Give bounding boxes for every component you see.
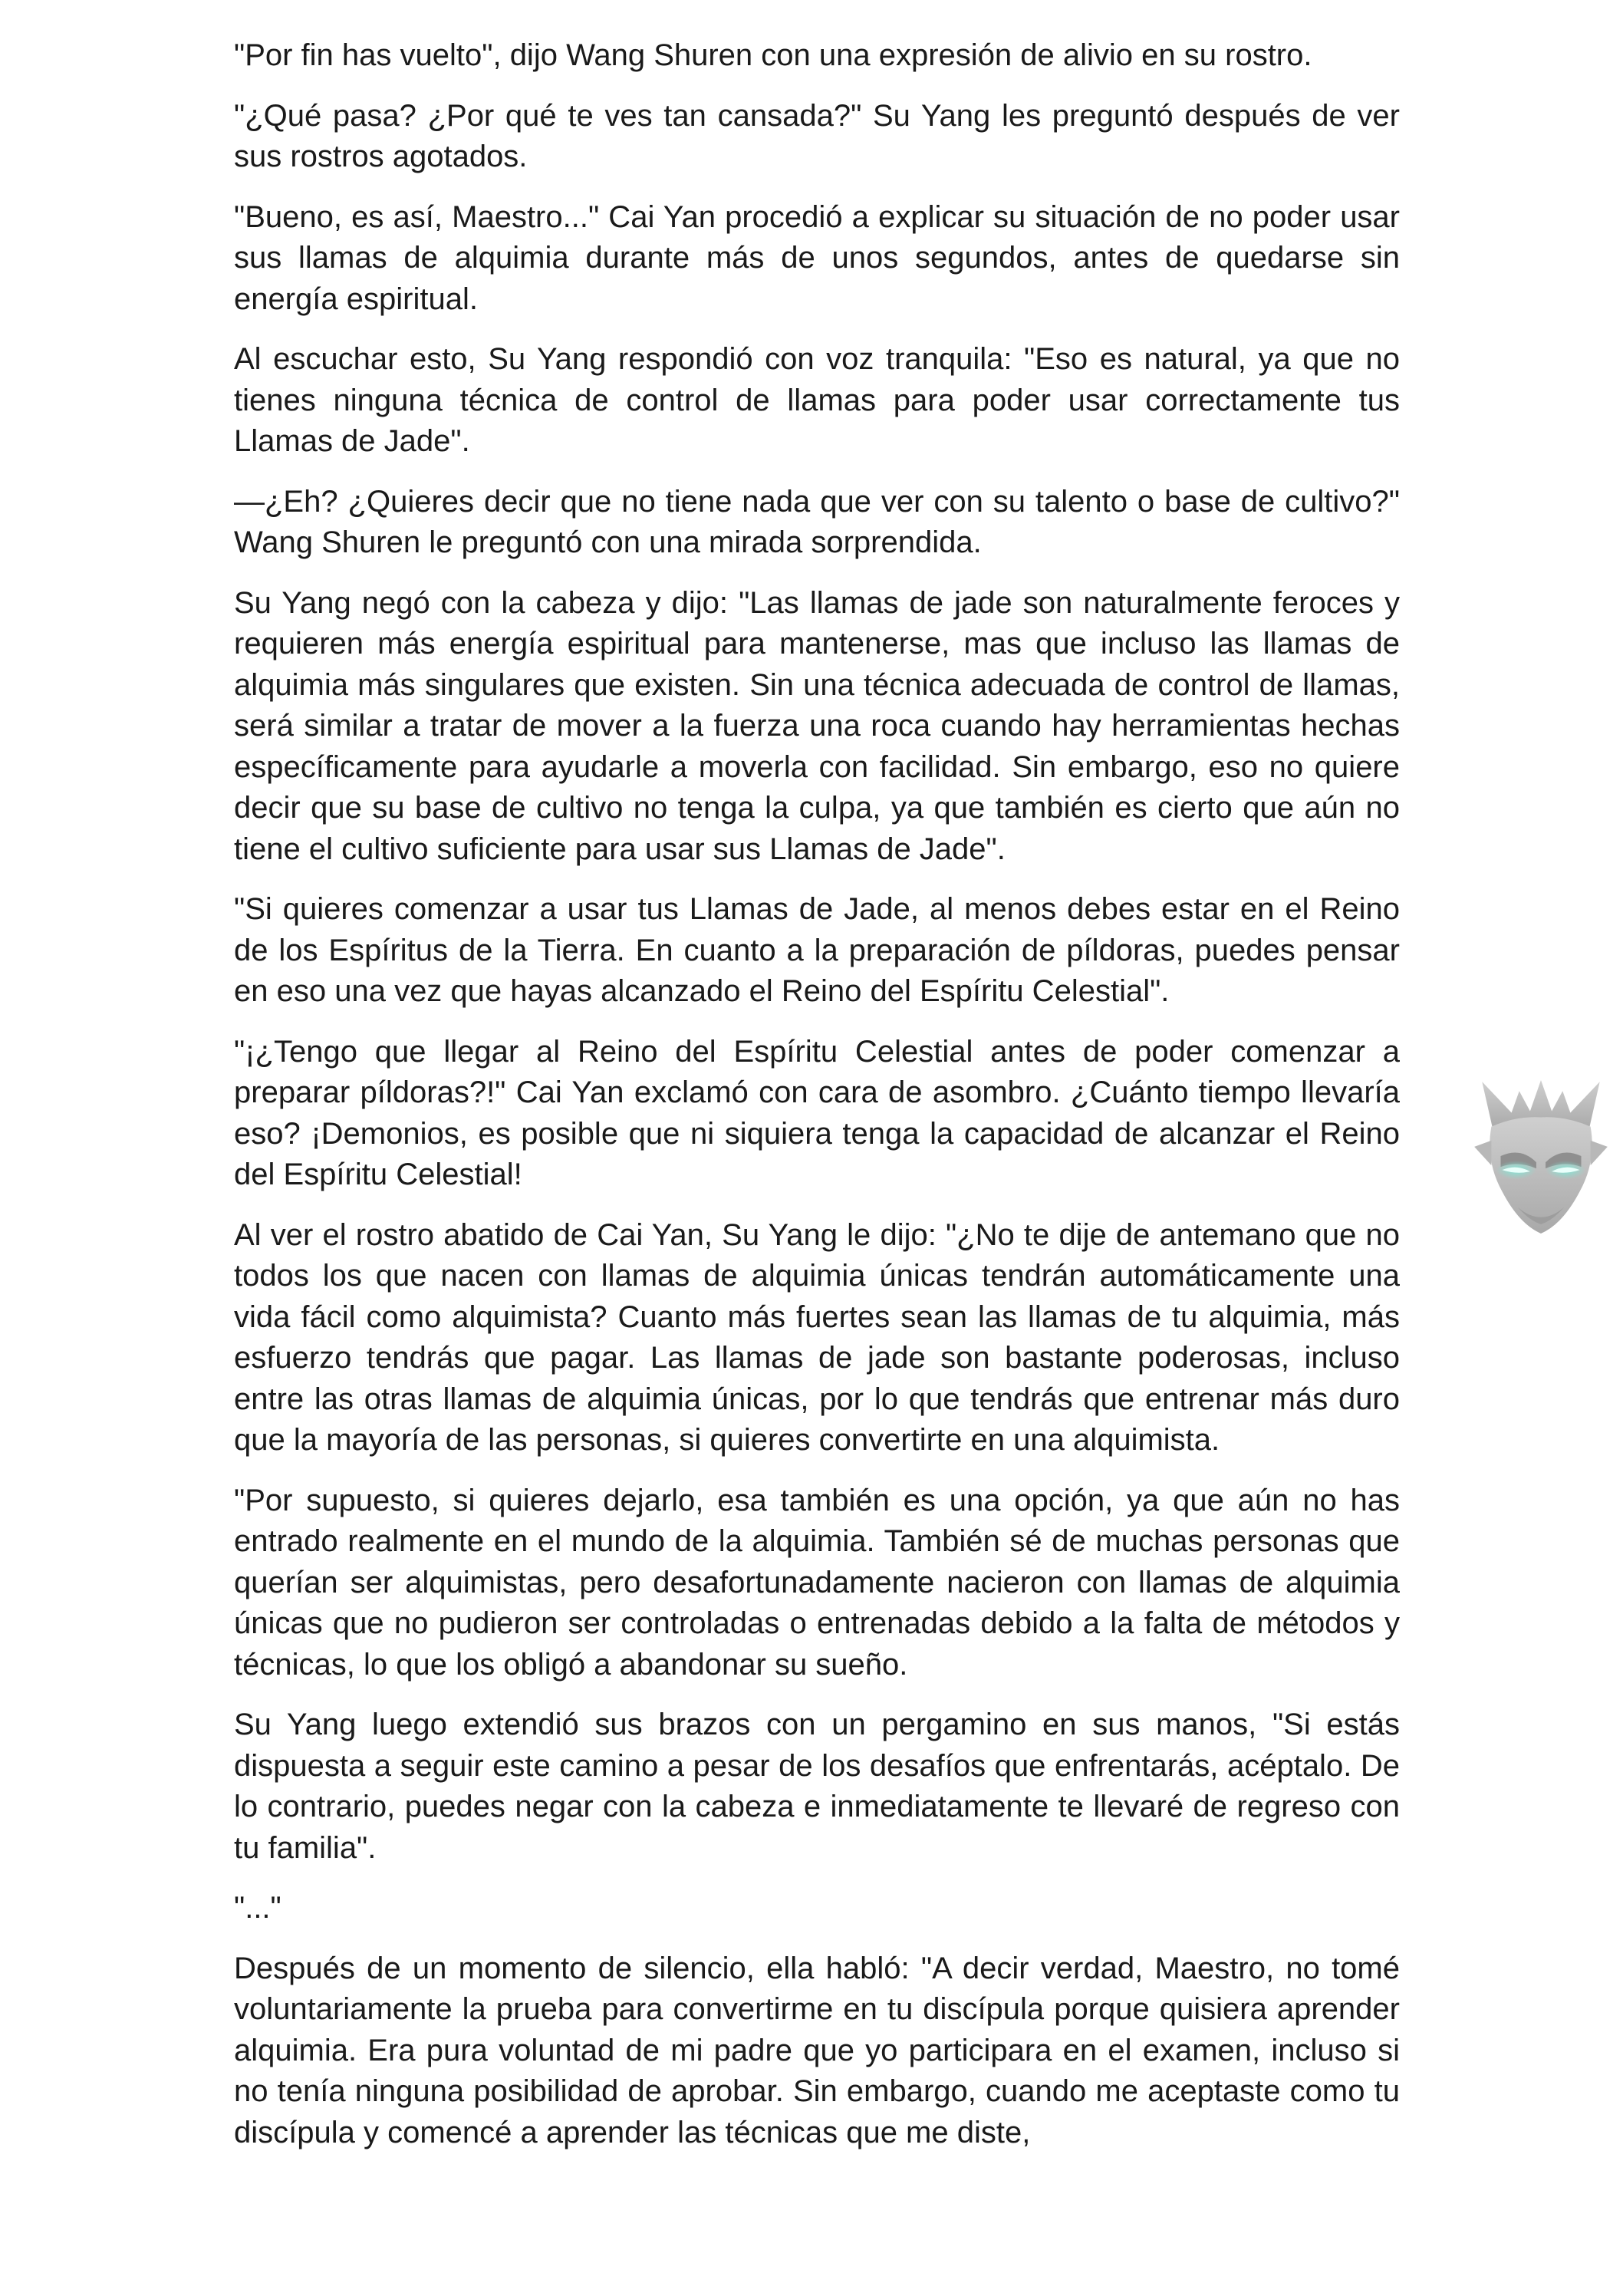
paragraph: "Si quieres comenzar a usar tus Llamas de Jade, al menos debes estar en el Reino de los Espíritus de la Tierra. En cuanto a la preparación de píldoras, puedes pensar en eso una vez que hayas alcanzado el Reino del Espíritu Celestial". <box>234 892 1400 1008</box>
paragraph: "Por fin has vuelto", dijo Wang Shuren con una expresión de alivio en su rostro. <box>234 38 1312 72</box>
document-body <box>234 35 1400 2172</box>
paragraph: "Por supuesto, si quieres dejarlo, esa también es una opción, ya que aún no has entrado realmente en el mundo de la alquimia. También sé de muchas personas que querían ser alquimistas, pero desafortunadamente nacieron con llamas de alquimia únicas que no pudieron ser controladas o entrenadas debido a la falta de métodos y técnicas, lo que los obligó a abandonar su sueño. <box>234 1483 1400 1682</box>
demon-head-icon <box>1471 1076 1611 1238</box>
paragraph: Al escuchar esto, Su Yang respondió con voz tranquila: "Eso es natural, ya que no tienes ninguna técnica de control de llamas para poder usar correctamente tus Llamas de Jade". <box>234 342 1400 458</box>
paragraph: Al ver el rostro abatido de Cai Yan, Su Yang le dijo: "¿No te dije de antemano que no todos los que nacen con llamas de alquimia únicas tendrán automáticamente una vida fácil como alquimista? Cuanto más fuertes sean las llamas de tu alquimia, más esfuerzo tendrás que pagar. Las llamas de jade son bastante poderosas, incluso entre las otras llamas de alquimia únicas, por lo que tendrás que entrenar más duro que la mayoría de las personas, si quieres convertirte en una alquimista. <box>234 1217 1400 1457</box>
paragraph: Su Yang negó con la cabeza y dijo: "Las llamas de jade son naturalmente feroces y requieren más energía espiritual para mantenerse, mas que incluso las llamas de alquimia más singulares que existen. Sin una técnica adecuada de control de llamas, será similar a tratar de mover a la fuerza una roca cuando hay herramientas hechas específicamente para ayudarle a moverla con facilidad. Sin embargo, eso no quiere decir que su base de cultivo no tenga la culpa, ya que también es cierto que aún no tiene el cultivo suficiente para usar sus Llamas de Jade". <box>234 585 1400 866</box>
paragraph: "¡¿Tengo que llegar al Reino del Espíritu Celestial antes de poder comenzar a preparar píldoras?!" Cai Yan exclamó con cara de asombro. ¿Cuánto tiempo llevaría eso? ¡Demonios, es posible que ni siquiera tenga la capacidad de alcanzar el Reino del Espíritu Celestial! <box>234 1034 1400 1191</box>
paragraph: "¿Qué pasa? ¿Por qué te ves tan cansada?" Su Yang les preguntó después de ver sus rostros agotados. <box>234 98 1400 173</box>
paragraph: "..." <box>234 1891 281 1925</box>
paragraph: —¿Eh? ¿Quieres decir que no tiene nada que ver con su talento o base de cultivo?" Wang Shuren le preguntó con una mirada sorprendida. <box>234 484 1400 559</box>
paragraph: Después de un momento de silencio, ella habló: "A decir verdad, Maestro, no tomé voluntariamente la prueba para convertirme en tu discípula porque quisiera aprender alquimia. Era pura voluntad de mi padre que yo participara en el examen, incluso si no tenía ninguna posibilidad de aprobar. Sin embargo, cuando me aceptaste como tu discípula y comencé a aprender las técnicas que me diste, <box>234 1951 1400 2149</box>
paragraph: Su Yang luego extendió sus brazos con un pergamino en sus manos, "Si estás dispuesta a seguir este camino a pesar de los desafíos que enfrentarás, acéptalo. De lo contrario, puedes negar con la cabeza e inmediatamente te llevaré de regreso con tu familia". <box>234 1708 1400 1865</box>
paragraph: "Bueno, es así, Maestro..." Cai Yan procedió a explicar su situación de no poder usar sus llamas de alquimia durante más de unos segundos, antes de quedarse sin energía espiritual. <box>234 199 1400 316</box>
